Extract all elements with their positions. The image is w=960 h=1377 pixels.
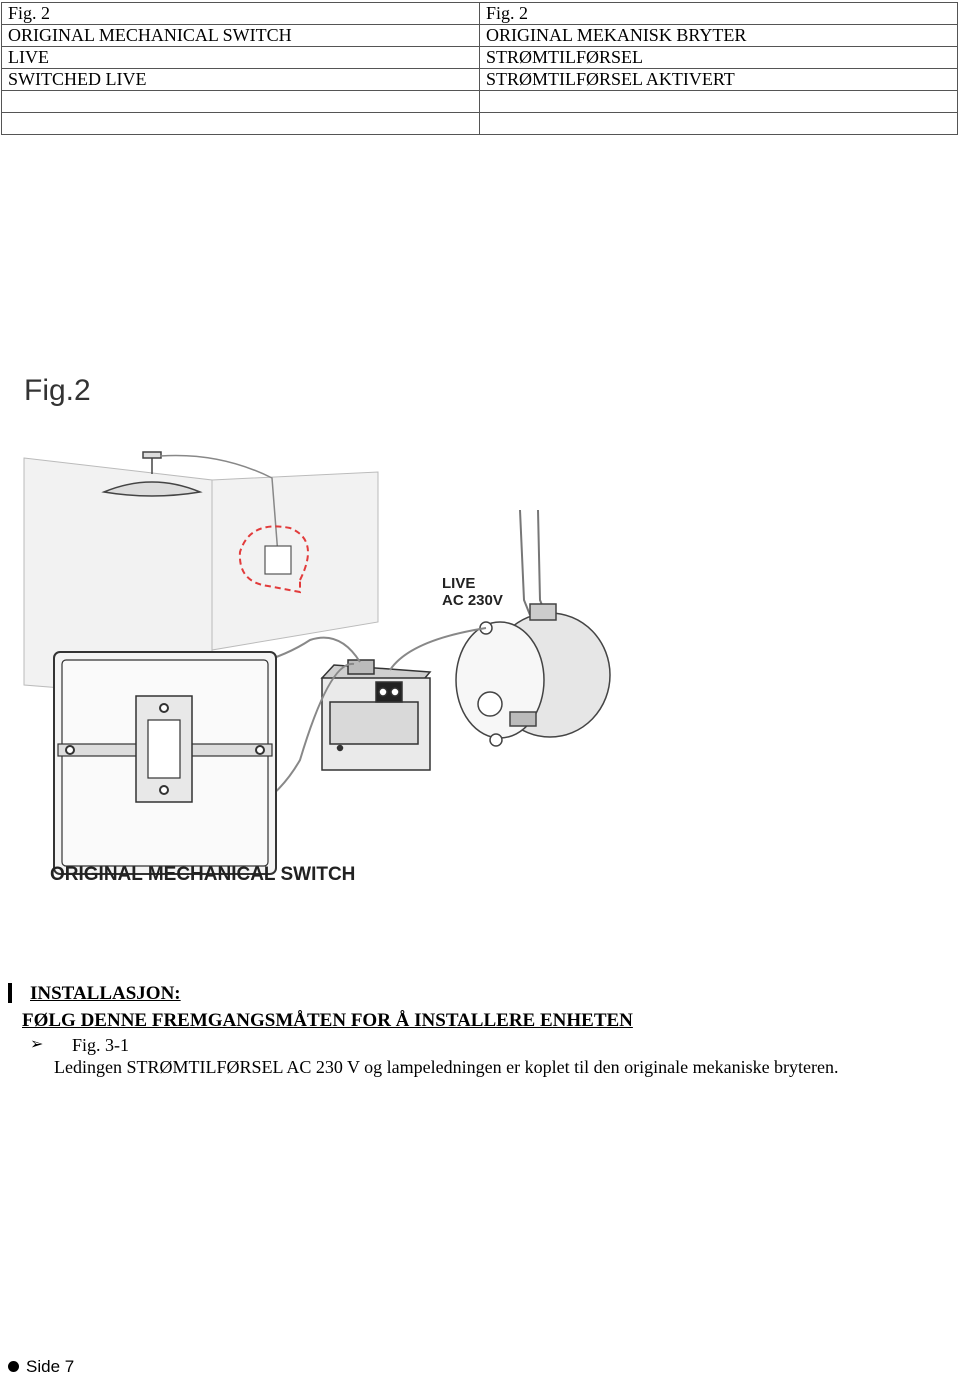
table-row [2,3,958,25]
wiring-figure [0,360,960,890]
table-cell: Fig. 2 [480,3,958,25]
table-cell: Fig. 2 [2,3,480,25]
table-row [2,91,958,113]
smart-module-icon [322,660,430,770]
translation-table [1,2,958,135]
table-cell [480,91,958,113]
figure-title: Fig.2 [24,374,91,407]
figure-caption: ORIGINAL MECHANICAL SWITCH [50,864,356,885]
table-cell: STRØMTILFØRSEL [480,47,958,69]
table-cell [2,91,480,113]
table-row [2,113,958,135]
table-cell: ORIGINAL MEKANISK BRYTER [480,25,958,47]
table-row [2,47,958,69]
table-cell [2,113,480,135]
table-cell: SWITCHED LIVE [2,69,480,91]
table-row [2,69,958,91]
installation-description: Ledingen STRØMTILFØRSEL AC 230 V og lampeledningen er koplet til den originale mekaniske bryteren. [54,1057,839,1077]
section-subtitle: FØLG DENNE FREMGANGSMÅTEN FOR Å INSTALLERE ENHETEN [22,1010,633,1031]
table-cell: LIVE [2,47,480,69]
incoming-wires [520,510,546,615]
table-cell: ORIGINAL MECHANICAL SWITCH [2,25,480,47]
mechanical-switch-icon [54,652,276,874]
section-marker [8,983,12,1003]
page-number: Side 7 [26,1357,75,1376]
wall-box-icon [456,604,610,746]
figure-reference: Fig. 3-1 [72,1035,130,1055]
arrow-bullet-icon: ➢ [30,1036,44,1053]
footer-bullet-icon [8,1361,19,1372]
table-cell: STRØMTILFØRSEL AKTIVERT [480,69,958,91]
table-cell [480,113,958,135]
voltage-label: AC 230V [442,592,503,609]
live-label: LIVE [442,575,476,592]
section-title: INSTALLASJON: [30,983,181,1004]
table-row [2,25,958,47]
